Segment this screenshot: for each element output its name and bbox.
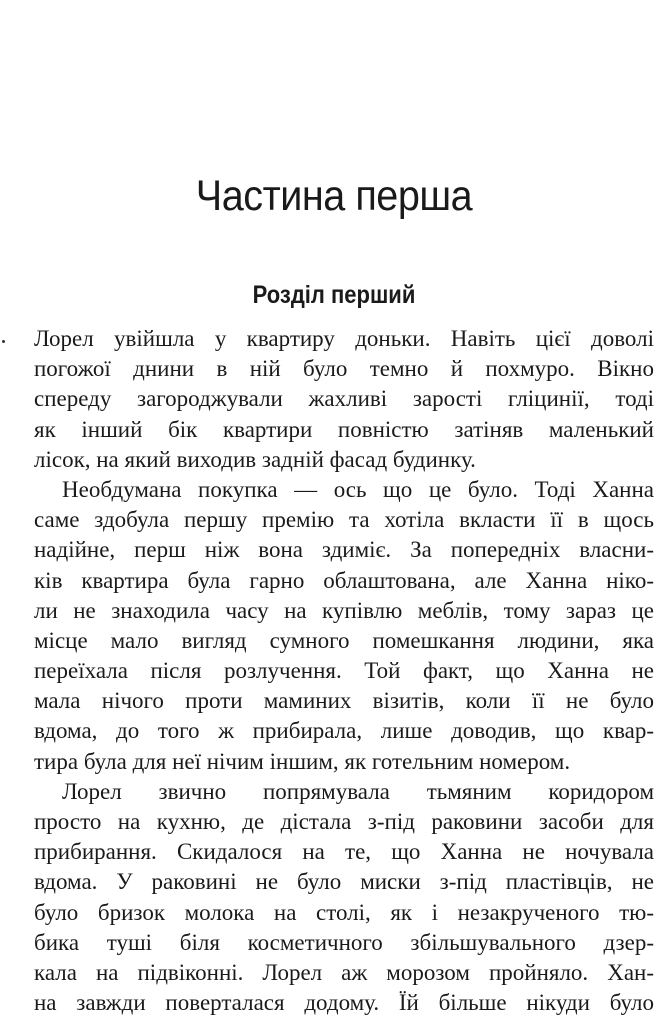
text-line: прибирання. Скидалося на те, що Ханна не ночувала	[34, 839, 654, 865]
text-line: переїхала після розлучення. Той факт, що Ханна не	[34, 658, 654, 684]
text-line: місце мало вигляд сумного помешкання людини, яка	[34, 627, 654, 653]
text-line: тира була для неї нічим іншим, як готельним номером.	[34, 748, 571, 774]
text-line: надійне, перш ніж вона здиміє. За попередніх власни-	[34, 537, 654, 563]
body-text	[34, 324, 654, 1018]
text-line: спереду загороджували жахливі зарості гліцинії, тоді	[34, 386, 654, 412]
chapter-title: Розділ перший	[252, 281, 416, 309]
text-line: Необдумана покупка — ось що це було. Тоді Ханна	[62, 476, 654, 502]
text-line: Лорел увійшла у квартиру доньки. Навіть цієї доволі	[34, 326, 654, 351]
text-line: було бризок молока на столі, як і незакрученого тю-	[34, 899, 654, 925]
text-line: ків квартира була гарно облаштована, але Ханна ніко-	[34, 567, 654, 593]
text-line: кала на підвіконні. Лорел аж морозом пройняло. Хан-	[34, 959, 654, 985]
text-line: бика туші біля косметичного збільшувального дзер-	[34, 929, 654, 955]
text-line: вдома. У раковині не було миски з-під пластівців, не	[34, 869, 654, 895]
text-line: вдома, до того ж прибирала, лише доводив, що квар-	[34, 718, 654, 744]
text-line: погожої днини в ній було темно й похмуро. Вікно	[34, 356, 654, 382]
text-line: ли не знаходила часу на купівлю меблів, тому зараз це	[34, 597, 654, 623]
text-line: на завжди поверталася додому. Їй більше нікуди було	[34, 990, 654, 1016]
margin-mark	[2, 340, 5, 343]
text-line: саме здобула першу премію та хотіла вкласти її в щось	[34, 507, 654, 533]
text-line: просто на кухню, де дістала з-під раковини засоби для	[34, 809, 654, 834]
part-title: Частина перша	[195, 172, 473, 220]
text-line: лісок, на який виходив задній фасад будинку.	[34, 446, 476, 472]
text-line: Лорел звично попрямувала тьмяним коридором	[62, 778, 654, 804]
text-line: мала нічого проти маминих візитів, коли її не було	[34, 688, 654, 714]
text-line: як інший бік квартири повністю затіняв маленький	[34, 416, 654, 442]
